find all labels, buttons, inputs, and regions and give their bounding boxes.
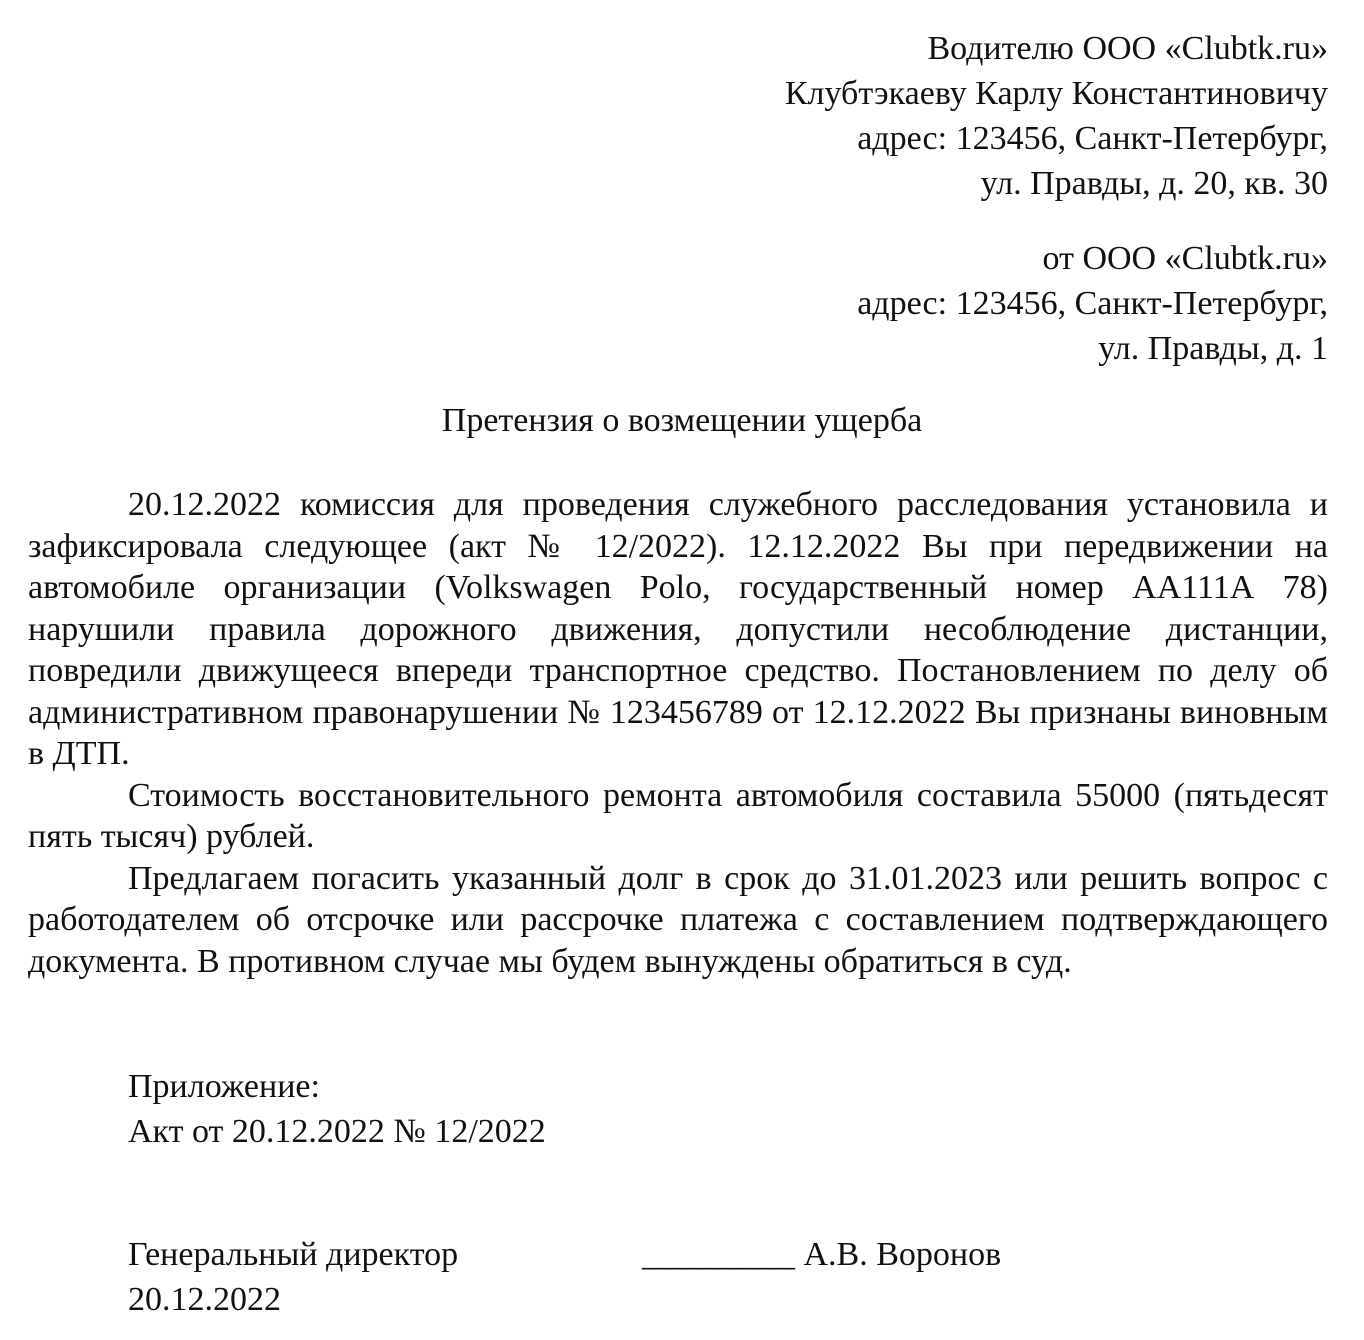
recipient-line-2: Клубтэкаеву Карлу Константиновичу	[784, 75, 1328, 112]
recipient-block	[785, 26, 1328, 206]
document-body	[28, 484, 1328, 982]
signature-block	[128, 1232, 1228, 1322]
signature-row	[128, 1232, 1228, 1277]
recipient-line-1: Водителю ООО «Clubtk.ru»	[927, 30, 1328, 67]
sender-block	[857, 236, 1328, 371]
sender-line-3: ул. Правды, д. 1	[1098, 330, 1328, 367]
attachment-label: Приложение:	[128, 1068, 320, 1105]
body-paragraph-3: Предлагаем погасить указанный долг в срок до 31.01.2023 или решить вопрос с работодателем об отсрочке или рассрочке платежа с составлением подтверждающего документа. В противном случае мы будем вынуждены обратиться в суд.	[28, 859, 1328, 980]
document-title: Претензия о возмещении ущерба	[441, 402, 923, 439]
body-paragraph-2: Стоимость восстановительного ремонта автомобиля составила 55000 (пятьдесят пять тысяч) рублей.	[28, 776, 1328, 855]
signature-line: _________ А.В. Воронов	[642, 1236, 1002, 1273]
signature-date: 20.12.2022	[128, 1281, 281, 1318]
recipient-line-3: адрес: 123456, Санкт-Петербург,	[857, 120, 1328, 157]
recipient-line-4: ул. Правды, д. 20, кв. 30	[980, 165, 1328, 202]
signer-position: Генеральный директор	[128, 1236, 459, 1273]
sender-line-1: от ООО «Clubtk.ru»	[1042, 240, 1328, 277]
body-paragraph-1: 20.12.2022 комиссия для проведения служебного расследования установила и зафиксировала следующее (акт № 12/2022). 12.12.2022 Вы при передвижении на автомобиле организации (Volkswagen Polo, государственный номер АА111А 78) нарушили правила дорожного движения, допустили несоблюдение дистанции, повредили движущееся впереди транспортное средство. Постановлением по делу об административном правонарушении № 123456789 от 12.12.2022 Вы признаны виновным в ДТП.	[28, 486, 1328, 772]
attachment-block	[128, 1064, 546, 1154]
attachment-item: Акт от 20.12.2022 № 12/2022	[128, 1113, 546, 1150]
sender-line-2: адрес: 123456, Санкт-Петербург,	[857, 285, 1328, 322]
